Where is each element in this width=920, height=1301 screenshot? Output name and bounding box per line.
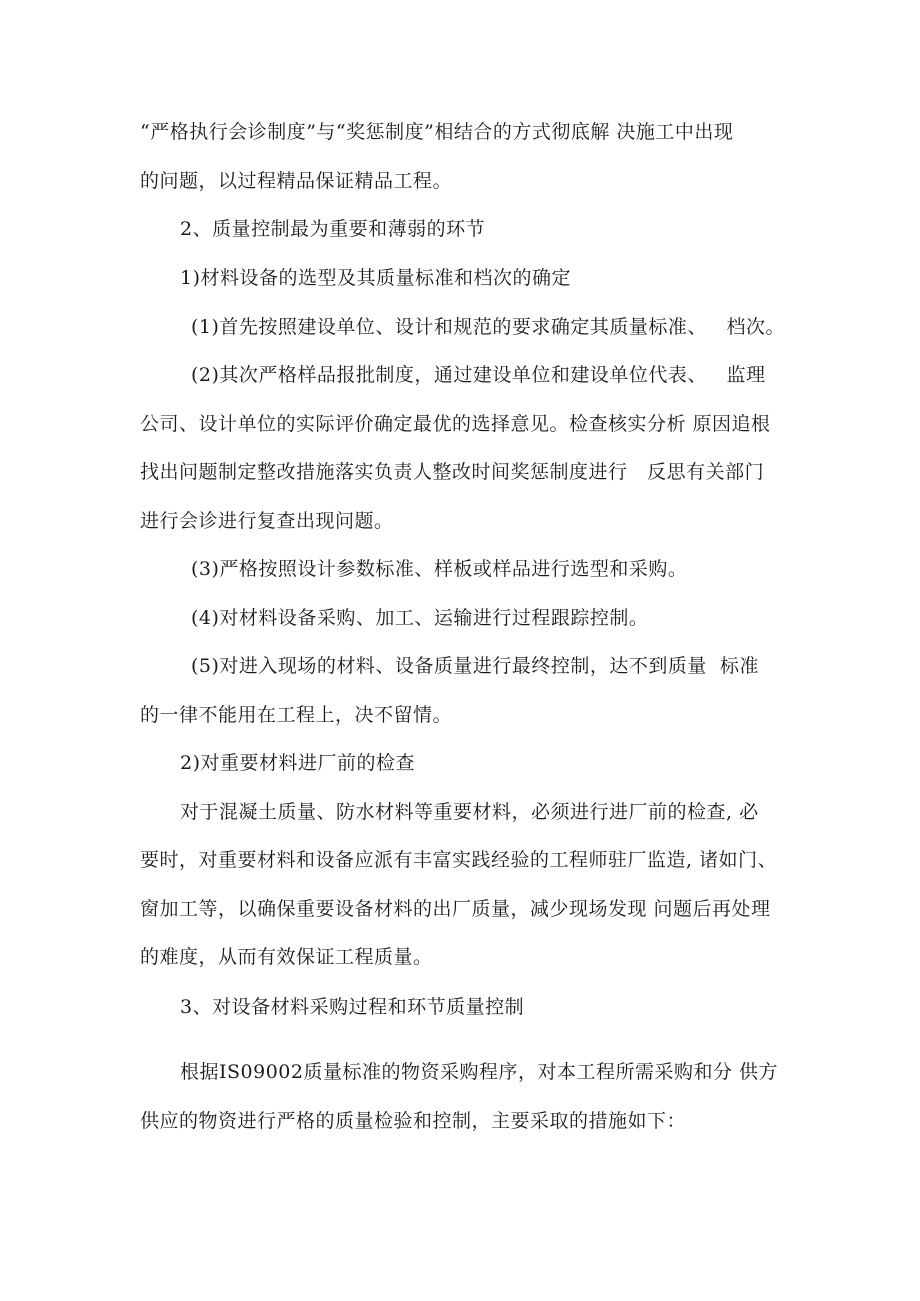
list-item-1: (1)首先按照建设单位、设计和规范的要求确定其质量标准、 档次。 bbox=[191, 316, 786, 338]
paragraph-line-16: 要时，对重要材料和设备应派有丰富实践经验的工程师驻厂监造, 诸如门、 bbox=[140, 849, 778, 871]
paragraph-line-21: 供应的物资进行严格的质量检验和控制，主要采取的措施如下： bbox=[140, 1110, 687, 1132]
paragraph-line-18: 的难度，从而有效保证工程质量。 bbox=[140, 946, 433, 968]
subsection-heading-2: 2)对重要材料进厂前的检查 bbox=[180, 752, 416, 774]
section-heading-2: 2、质量控制最为重要和薄弱的环节 bbox=[180, 218, 486, 240]
paragraph-line-9: 进行会诊进行复查出现问题。 bbox=[140, 510, 394, 532]
paragraph-line-7: 公司、设计单位的实际评价确定最优的选择意见。检查核实分析 原因追根 bbox=[140, 413, 771, 435]
subsection-heading-1: 1)材料设备的选型及其质量标准和档次的确定 bbox=[180, 267, 572, 289]
list-item-3: (3)严格按照设计参数标准、样板或样品进行选型和采购。 bbox=[191, 558, 688, 580]
list-item-2: (2)其次严格样品报批制度，通过建设单位和建设单位代表、 监理 bbox=[191, 364, 766, 386]
paragraph-line-20: 根据IS09002质量标准的物资采购程序，对本工程所需采购和分 供方 bbox=[180, 1061, 779, 1083]
paragraph-line-8: 找出问题制定整改措施落实负责人整改时间奖惩制度进行 反思有关部门 bbox=[140, 461, 765, 483]
paragraph-line-1: “严格执行会诊制度”与“奖惩制度”相结合的方式彻底解 决施工中出现 bbox=[140, 121, 734, 143]
list-item-4: (4)对材料设备采购、加工、运输进行过程跟踪控制。 bbox=[191, 607, 649, 629]
section-heading-3: 3、对设备材料采购过程和环节质量控制 bbox=[180, 996, 525, 1018]
paragraph-line-15: 对于混凝土质量、防水材料等重要材料，必须进行进厂前的检查, 必 bbox=[180, 801, 759, 823]
list-item-5: (5)对进入现场的材料、设备质量进行最终控制，达不到质量 标准 bbox=[191, 655, 759, 677]
paragraph-line-2: 的问题，以过程精品保证精品工程。 bbox=[140, 170, 453, 192]
paragraph-line-13: 的一律不能用在工程上，决不留情。 bbox=[140, 704, 453, 726]
paragraph-line-17: 窗加工等，以确保重要设备材料的出厂质量，减少现场发现 问题后再处理 bbox=[140, 898, 771, 920]
